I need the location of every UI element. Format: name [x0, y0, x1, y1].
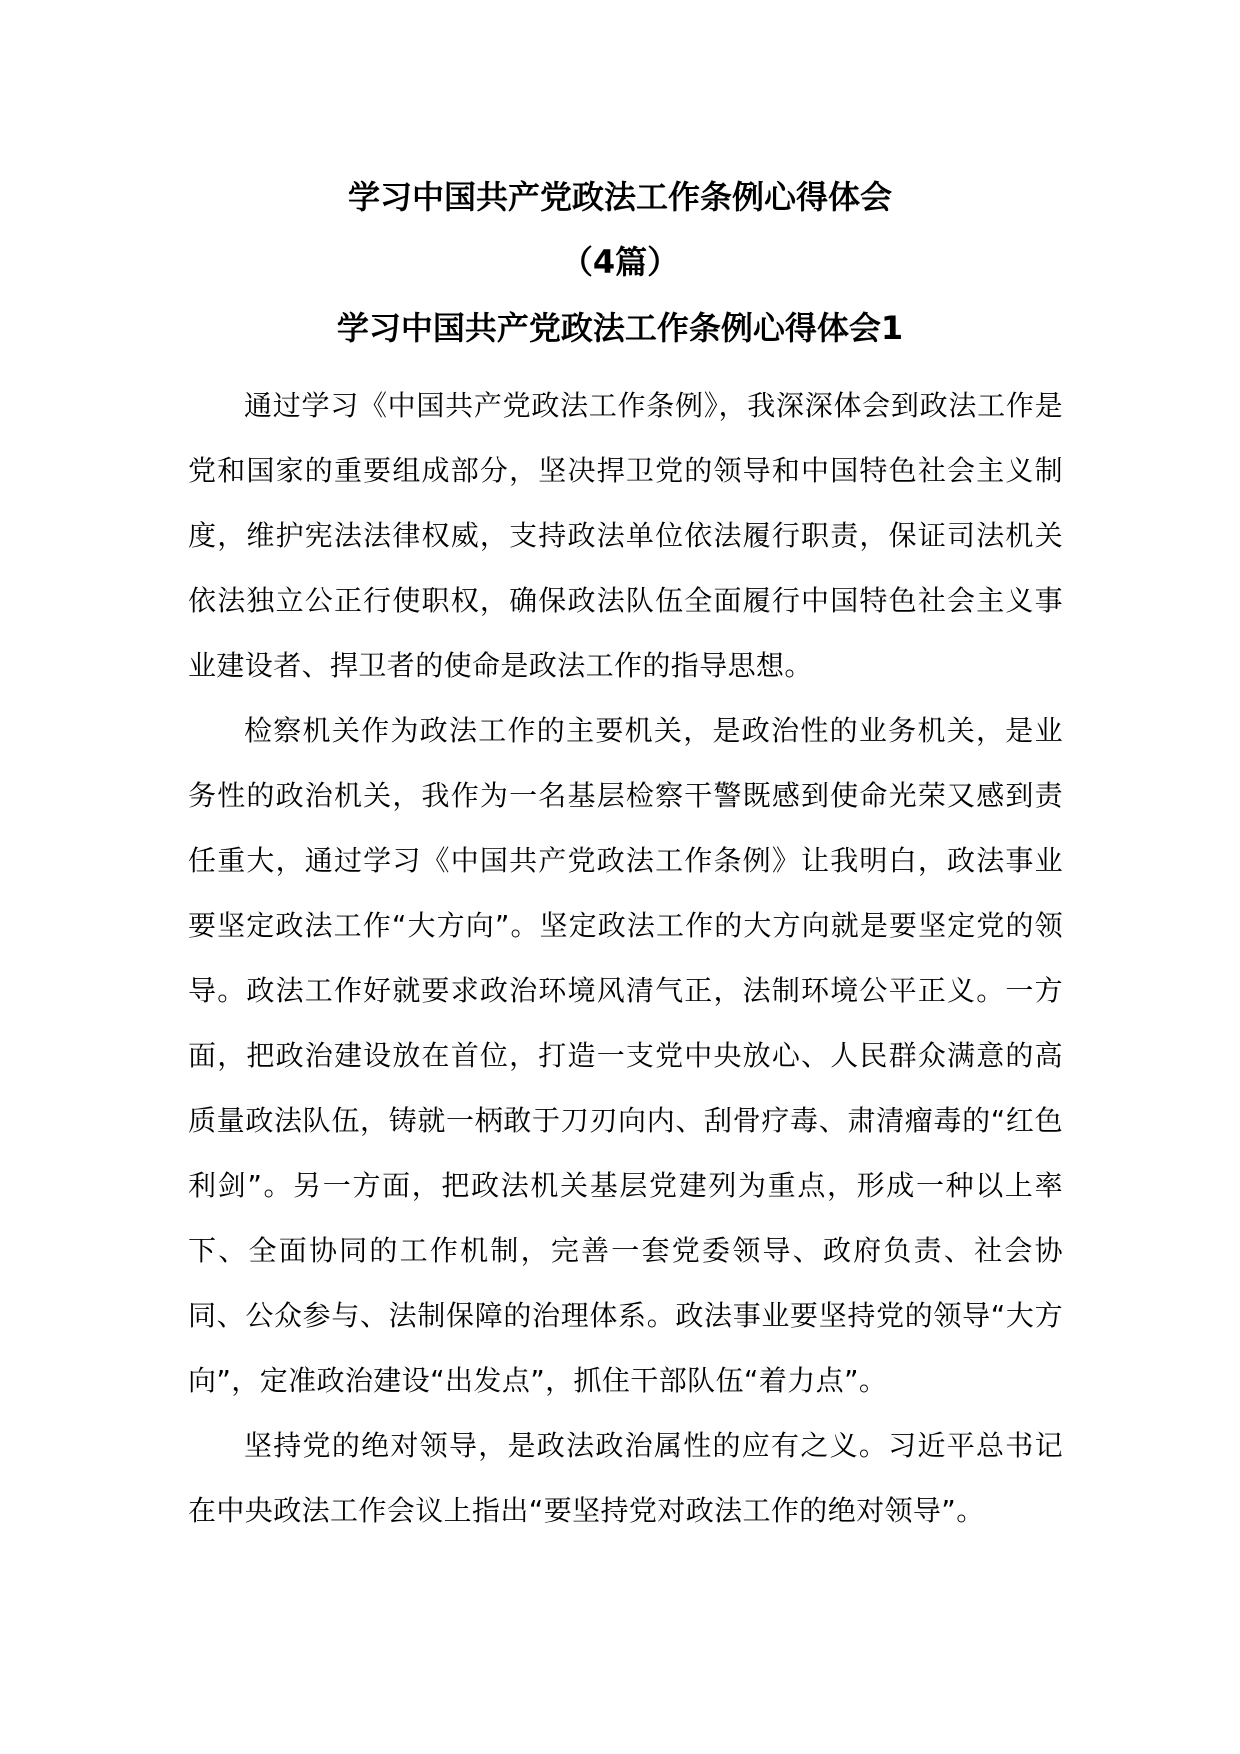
paragraph-1: 通过学习《中国共产党政法工作条例》，我深深体会到政法工作是党和国家的重要组成部分，坚决捍卫党的领导和中国特色社会主义制度，维护宪法法律权威，支持政法单位依法履行职责，保证司法机关依法独立公正行使职权，确保政法队伍全面履行中国特色社会主义事业建设者、捍卫者的使命是政法工作的指导思想。	[188, 389, 1063, 682]
paragraph-3: 坚持党的绝对领导，是政法政治属性的应有之义。习近平总书记在中央政法工作会议上指出“要坚持党对政法工作的绝对领导”。	[188, 1429, 1063, 1527]
document-title-count: （4篇）	[560, 243, 680, 281]
section-heading: 学习中国共产党政法工作条例心得体会1	[336, 309, 904, 347]
paragraph-2: 检察机关作为政法工作的主要机关，是政治性的业务机关，是业务性的政治机关，我作为一名基层检察干警既感到使命光荣又感到责任重大，通过学习《中国共产党政法工作条例》让我明白，政法事业要坚定政法工作“大方向”。坚定政法工作的大方向就是要坚定党的领导。政法工作好就要求政治环境风清气正，法制环境公平正义。一方面，把政治建设放在首位，打造一支党中央放心、人民群众满意的高质量政法队伍，铸就一柄敢于刀刃向内、刮骨疗毒、肃清瘤毒的“红色利剑”。另一方面，把政法机关基层党建列为重点，形成一种以上率下、全面协同的工作机制，完善一套党委领导、政府负责、社会协同、公众参与、法制保障的治理体系。政法事业要坚持党的领导“大方向”，定准政治建设“出发点”，抓住干部队伍“着力点”。	[188, 714, 1063, 1397]
document-title: 学习中国共产党政法工作条例心得体会	[347, 178, 892, 216]
document-body	[188, 373, 1063, 1543]
